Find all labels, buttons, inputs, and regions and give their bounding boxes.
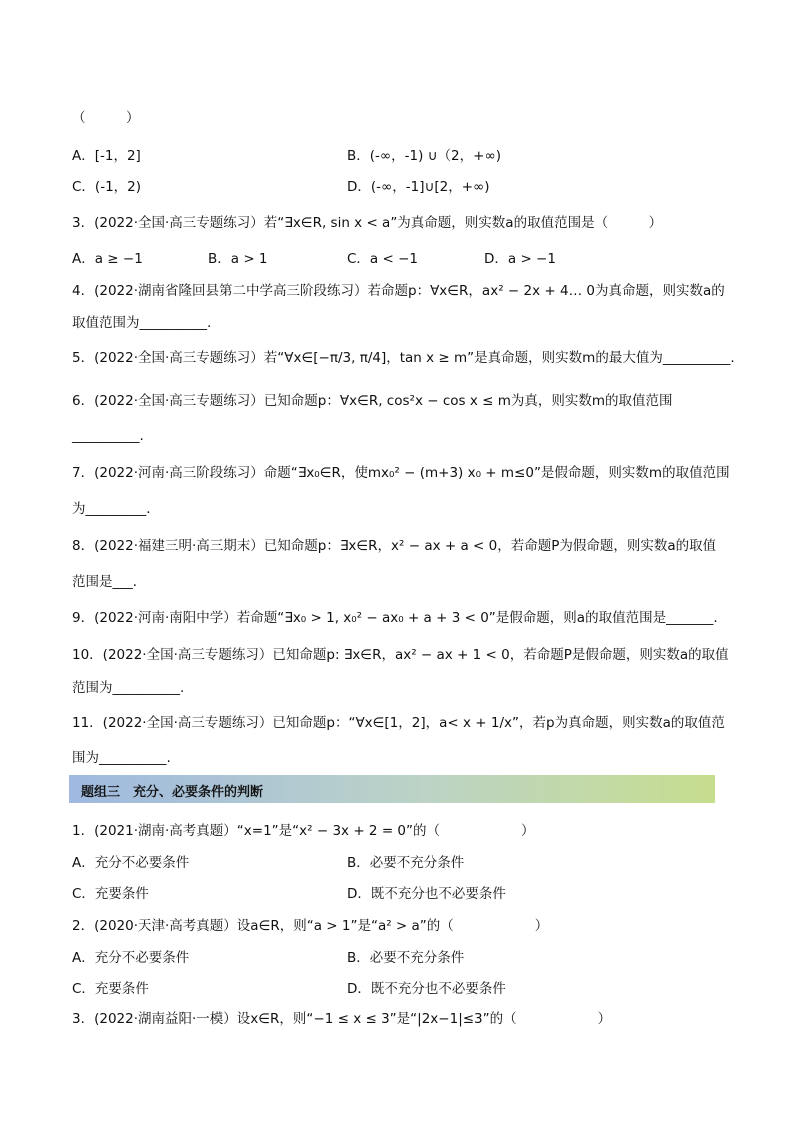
- s1-option-a: A．充分不必要条件: [72, 855, 190, 871]
- question-9: 9．(2022·河南·南阳中学）若命题“∃x₀ > 1, x₀² − ax₀ + a + 3 < 0”是假命题，则a的取值范围是_______.: [72, 610, 718, 626]
- option-c: C．(-1，2): [72, 179, 142, 195]
- section-question-2: 2．(2020·天津·高考真题）设a∈R，则“a > 1”是“a² > a”的（ ）: [72, 918, 549, 934]
- answer-paren: （ ）: [72, 110, 140, 126]
- question-7-line2: 为_________．: [72, 501, 160, 517]
- question-6-line2: __________.: [72, 428, 144, 444]
- question-11-line1: 11．(2022·全国·高三专题练习）已知命题p：“∀x∈[1，2]，a< x + 1/x”，若p为真命题，则实数a的取值范: [72, 715, 725, 731]
- section-question-3: 3．(2022·湖南益阳·一模）设x∈R，则“−1 ≤ x ≤ 3”是“|2x−1|≤3”的（ ）: [72, 1011, 612, 1027]
- s1-option-c: C．充要条件: [72, 886, 149, 902]
- question-8-line1: 8．(2022·福建三明·高三期末）已知命题p：∃x∈R，x² − ax + a < 0，若命题P为假命题，则实数a的取值: [72, 538, 717, 554]
- option-d: D．(-∞，-1]∪[2，+∞): [347, 179, 490, 195]
- question-8-line2: 范围是___．: [72, 574, 147, 590]
- question-10-line2: 范围为__________.: [72, 680, 185, 696]
- option-b: B．(-∞，-1) ∪（2，+∞): [347, 148, 501, 164]
- s2-option-b: B．必要不充分条件: [347, 950, 465, 966]
- section-title: 题组三 充分、必要条件的判断: [81, 785, 264, 800]
- question-10-line1: 10．(2022·全国·高三专题练习）已知命题p: ∃x∈R，ax² − ax + 1 < 0，若命题P是假命题，则实数a的取值: [72, 647, 729, 663]
- q3-option-a: A．a ≥ −1: [72, 251, 143, 267]
- question-11-line2: 围为__________.: [72, 750, 171, 766]
- q3-option-b: B．a > 1: [208, 251, 268, 267]
- question-6-line1: 6．(2022·全国·高三专题练习）已知命题p：∀x∈R, cos²x − cos x ≤ m为真，则实数m的取值范围: [72, 393, 673, 409]
- question-3: 3．(2022·全国·高三专题练习）若“∃x∈R, sin x < a”为真命题，则实数a的取值范围是（ ）: [72, 215, 663, 231]
- s2-option-c: C．充要条件: [72, 981, 149, 997]
- s1-option-b: B．必要不充分条件: [347, 855, 465, 871]
- section-banner: [69, 775, 715, 803]
- section-question-1: 1．(2021·湖南·高考真题）“x=1”是“x² − 3x + 2 = 0”的（ ）: [72, 823, 535, 839]
- question-5: 5．(2022·全国·高三专题练习）若“∀x∈[−π/3, π/4]，tan x ≥ m”是真命题，则实数m的最大值为__________.: [72, 350, 735, 366]
- s1-option-d: D．既不充分也不必要条件: [347, 886, 506, 902]
- question-7-line1: 7．(2022·河南·高三阶段练习）命题“∃x₀∈R，使mx₀² − (m+3) x₀ + m≤0”是假命题，则实数m的取值范围: [72, 465, 730, 481]
- q3-option-c: C．a < −1: [347, 251, 418, 267]
- s2-option-a: A．充分不必要条件: [72, 950, 190, 966]
- question-4-line2: 取值范围为__________.: [72, 315, 212, 331]
- s2-option-d: D．既不充分也不必要条件: [347, 981, 506, 997]
- question-4-line1: 4．(2022·湖南省隆回县第二中学高三阶段练习）若命题p：∀x∈R，ax² − 2x + 4… 0为真命题，则实数a的: [72, 283, 725, 299]
- q3-option-d: D．a > −1: [484, 251, 556, 267]
- option-a: A．[-1，2]: [72, 148, 141, 164]
